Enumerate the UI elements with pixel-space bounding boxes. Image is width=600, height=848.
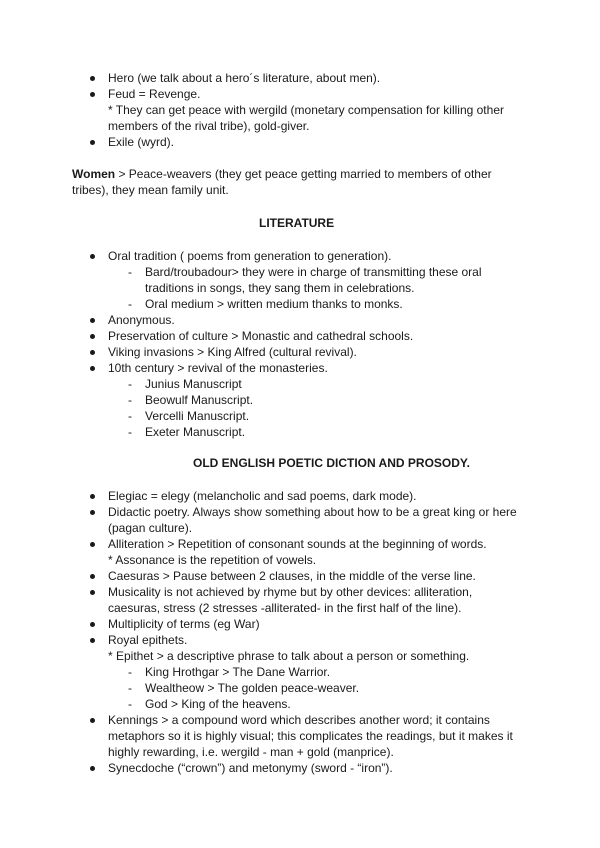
assonance-note: * Assonance is the repetition of vowels. [108,553,317,567]
bullet-icon [90,574,95,579]
hero-item: Hero (we talk about a hero´s literature, about men). [108,71,381,85]
musicality-item-line-1: Musicality is not achieved by rhyme but by other devices: alliteration, [108,585,473,599]
bullet-icon [90,590,95,595]
exile-item: Exile (wyrd). [108,135,175,149]
bullet-icon [90,92,95,97]
didactic-item-line-2: (pagan culture). [108,521,193,535]
bullet-icon [90,766,95,771]
synecdoche-item: Synecdoche (“crown”) and metonymy (sword - “iron”). [108,761,393,775]
epithet-example: Wealtheow > The golden peace-weaver. [145,681,360,695]
dash-marker: - [128,681,132,695]
bullet-icon [90,510,95,515]
dash-marker: - [128,297,132,311]
oral-tradition-item: Oral tradition ( poems from generation to generation). [108,249,392,263]
bullet-icon [90,334,95,339]
musicality-item-line-2: caesuras, stress (2 stresses -alliterated- in the first half of the line). [108,601,462,615]
kennings-item-line-1: Kennings > a compound word which describes another word; it contains [108,713,490,727]
kennings-item-line-3: highly rewarding, i.e. wergild - man + gold (manprice). [108,745,394,759]
bullet-icon [90,638,95,643]
dash-marker: - [128,409,132,423]
dash-marker: - [128,393,132,407]
bullet-icon [90,140,95,145]
viking-item: Viking invasions > King Alfred (cultural revival). [108,345,357,359]
bullet-icon [90,350,95,355]
women-label: Women [72,167,116,181]
kennings-item-line-2: metaphors so it is highly visual; this complicates the readings, but it makes it [108,729,513,743]
manuscript-item: Junius Manuscript [145,377,242,391]
manuscript-item: Exeter Manuscript. [145,425,246,439]
bullet-icon [90,318,95,323]
alliteration-item: Alliteration > Repetition of consonant sounds at the beginning of words. [108,537,487,551]
elegiac-item: Elegiac = elegy (melancholic and sad poems, dark mode). [108,489,417,503]
literature-heading: LITERATURE [259,216,335,230]
royal-epithets-item: Royal epithets. [108,633,188,647]
tenth-century-item: 10th century > revival of the monasteries. [108,361,328,375]
dash-marker: - [128,425,132,439]
bullet-icon [90,366,95,371]
bullet-icon [90,718,95,723]
women-paragraph-line-1 [72,166,492,182]
anonymous-item: Anonymous. [108,313,175,327]
feud-item: Feud = Revenge. [108,87,201,101]
manuscript-item: Beowulf Manuscript. [145,393,254,407]
bullet-icon [90,254,95,259]
preservation-item: Preservation of culture > Monastic and cathedral schools. [108,329,414,343]
women-text: > Peace-weavers (they get peace getting married to members of other [115,167,492,181]
didactic-item-line-1: Didactic poetry. Always show something about how to be a great king or here [108,505,517,519]
dash-marker: - [128,377,132,391]
bullet-icon [90,542,95,547]
women-paragraph-line-2: tribes), they mean family unit. [72,183,229,197]
feud-note-line-1: * They can get peace with wergild (monetary compensation for killing other [108,103,504,117]
bard-item-line-2: traditions in songs, they sang them in celebrations. [145,281,415,295]
dash-marker: - [128,265,132,279]
epithet-note: * Epithet > a descriptive phrase to talk about a person or something. [108,649,470,663]
feud-note-line-2: members of the rival tribe), gold-giver. [108,119,310,133]
dash-marker: - [128,665,132,679]
bullet-icon [90,494,95,499]
multiplicity-item: Multiplicity of terms (eg War) [108,617,260,631]
epithet-example: God > King of the heavens. [145,697,291,711]
poetic-diction-heading: OLD ENGLISH POETIC DICTION AND PROSODY. [193,456,470,470]
dash-marker: - [128,697,132,711]
bullet-icon [90,76,95,81]
caesuras-item: Caesuras > Pause between 2 clauses, in the middle of the verse line. [108,569,476,583]
epithet-example: King Hrothgar > The Dane Warrior. [145,665,331,679]
bullet-icon [90,622,95,627]
bard-item-line-1: Bard/troubadour> they were in charge of transmitting these oral [145,265,482,279]
oral-medium-item: Oral medium > written medium thanks to monks. [145,297,403,311]
manuscript-item: Vercelli Manuscript. [145,409,250,423]
